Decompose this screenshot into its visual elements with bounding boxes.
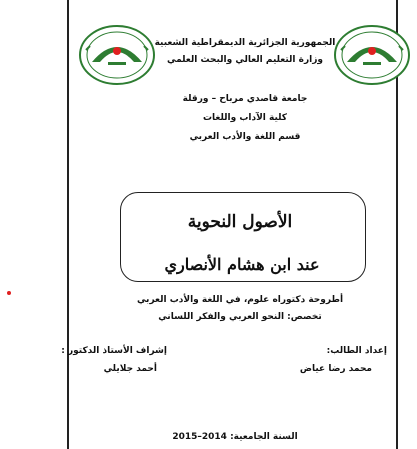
university-name: جامعة قاصدي مرباح – ورقلة <box>182 94 308 104</box>
thesis-subtitle: عند ابن هشام الأنصاري <box>164 255 320 274</box>
thesis-title: الأصول النحوية <box>187 212 293 232</box>
supervisor-name: أحمد جلايلي <box>103 364 157 374</box>
department-name: قسم اللغة والأدب العربي <box>189 132 301 142</box>
student-name: محمد رضا عياض <box>299 364 372 374</box>
university-emblem-icon <box>78 24 156 86</box>
faculty-name: كلية الآداب واللغات <box>202 113 288 123</box>
thesis-type: أطروحة دكتوراه علوم، في اللغة والأدب العربي <box>136 295 344 305</box>
university-emblem-icon <box>333 24 411 86</box>
ministry-header: وزارة التعليم العالي والبحث العلمي <box>166 55 324 65</box>
republic-header: الجمهورية الجزائرية الديمقراطية الشعبية <box>154 38 336 48</box>
thesis-specialty: تخصص: النحو العربي والفكر اللساني <box>158 312 322 322</box>
prepared-by-label: إعداد الطالب: <box>326 346 387 356</box>
academic-year: السنة الجامعية: 2014–2015 <box>172 432 298 442</box>
supervisor-label: إشراف الأستاذ الدكتور : <box>61 346 167 356</box>
margin-dot <box>7 291 11 295</box>
left-margin-line <box>67 0 69 449</box>
